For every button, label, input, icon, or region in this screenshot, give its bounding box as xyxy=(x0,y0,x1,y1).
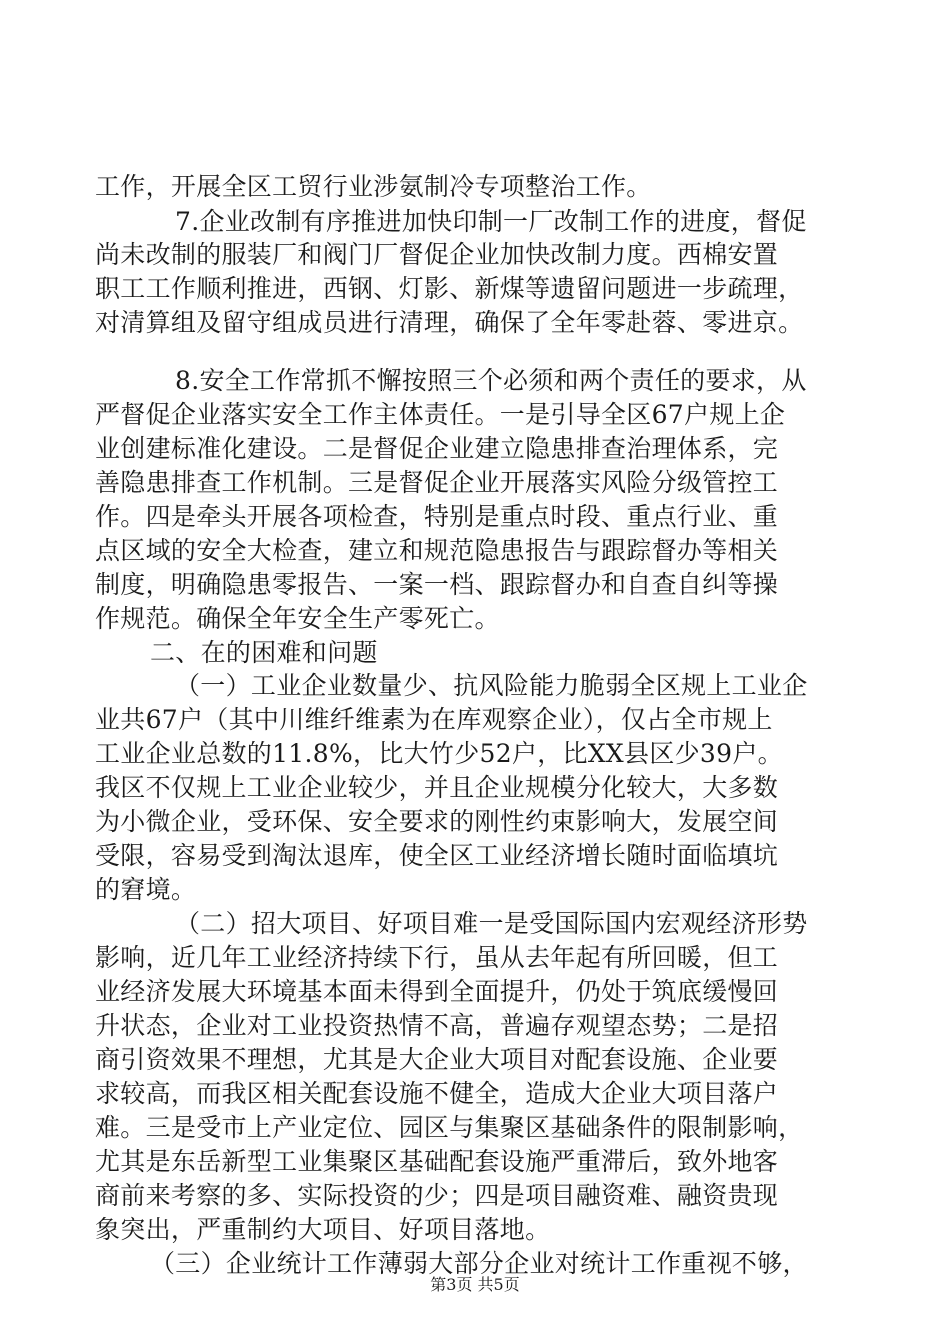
text-line: 受限，容易受到淘汰退库，使全区工业经济增长随时面临填坑 xyxy=(95,841,779,870)
text-line: 工作，开展全区工贸行业涉氨制冷专项整治工作。 xyxy=(95,172,652,201)
text-line: 7.企业改制有序推进加快印制一厂改制工作的进度，督促 xyxy=(175,207,807,236)
text-line: 象突出，严重制约大项目、好项目落地。 xyxy=(95,1215,551,1244)
text-line: 商引资效果不理想，尤其是大企业大项目对配套设施、企业要 xyxy=(95,1045,779,1074)
text-line: 善隐患排查工作机制。三是督促企业开展落实风险分级管控工 xyxy=(95,468,779,497)
text-line: 求较高，而我区相关配套设施不健全，造成大企业大项目落户 xyxy=(95,1079,779,1108)
text-line: 8.安全工作常抓不懈按照三个必须和两个责任的要求，从 xyxy=(175,366,807,395)
text-line: （一）工业企业数量少、抗风险能力脆弱全区规上工业企 xyxy=(175,671,808,700)
text-line: 尤其是东岳新型工业集聚区基础配套设施严重滞后，致外地客 xyxy=(95,1147,779,1176)
text-line: 职工工作顺利推进，西钢、灯影、新煤等遗留问题进一步疏理， xyxy=(95,274,804,303)
text-line: 对清算组及留守组成员进行清理，确保了全年零赴蓉、零进京。 xyxy=(95,308,804,337)
text-line: 的窘境。 xyxy=(95,875,197,904)
page-footer: 第3页 共5页 xyxy=(430,1275,520,1294)
text-line: （二）招大项目、好项目难一是受国际国内宏观经济形势 xyxy=(175,909,808,938)
text-line: 我区不仅规上工业企业较少，并且企业规模分化较大，大多数 xyxy=(95,773,779,802)
text-line: 尚未改制的服装厂和阀门厂督促企业加快改制力度。西棉安置 xyxy=(95,240,779,269)
text-line: （三）企业统计工作薄弱大部分企业对统计工作重视不够， xyxy=(150,1249,808,1278)
text-line: 为小微企业，受环保、安全要求的刚性约束影响大，发展空间 xyxy=(95,807,779,836)
text-line: 点区域的安全大检查，建立和规范隐患报告与跟踪督办等相关 xyxy=(95,536,779,565)
text-line: 业共67户（其中川维纤维素为在库观察企业），仅占全市规上 xyxy=(95,705,773,734)
text-line: 严督促企业落实安全工作主体责任。一是引导全区67户规上企 xyxy=(95,400,786,429)
text-line: 作规范。确保全年安全生产零死亡。 xyxy=(95,604,500,633)
text-line: 业创建标准化建设。二是督促企业建立隐患排查治理体系，完 xyxy=(95,434,779,463)
text-line: 工业企业总数的11.8%，比大竹少52户，比XX县区少39户。 xyxy=(95,739,783,768)
text-line: 作。四是牵头开展各项检查，特别是重点时段、重点行业、重 xyxy=(95,502,779,531)
text-line: 二、在的困难和问题 xyxy=(150,638,378,667)
text-line: 制度，明确隐患零报告、一案一档、跟踪督办和自查自纠等操 xyxy=(95,570,779,599)
text-line: 商前来考察的多、实际投资的少；四是项目融资难、融资贵现 xyxy=(95,1181,779,1210)
text-line: 难。三是受市上产业定位、园区与集聚区基础条件的限制影响， xyxy=(95,1113,804,1142)
text-line: 升状态，企业对工业投资热情不高，普遍存观望态势；二是招 xyxy=(95,1011,779,1040)
text-line: 业经济发展大环境基本面未得到全面提升，仍处于筑底缓慢回 xyxy=(95,977,779,1006)
text-line: 影响，近几年工业经济持续下行，虽从去年起有所回暖，但工 xyxy=(95,943,779,972)
